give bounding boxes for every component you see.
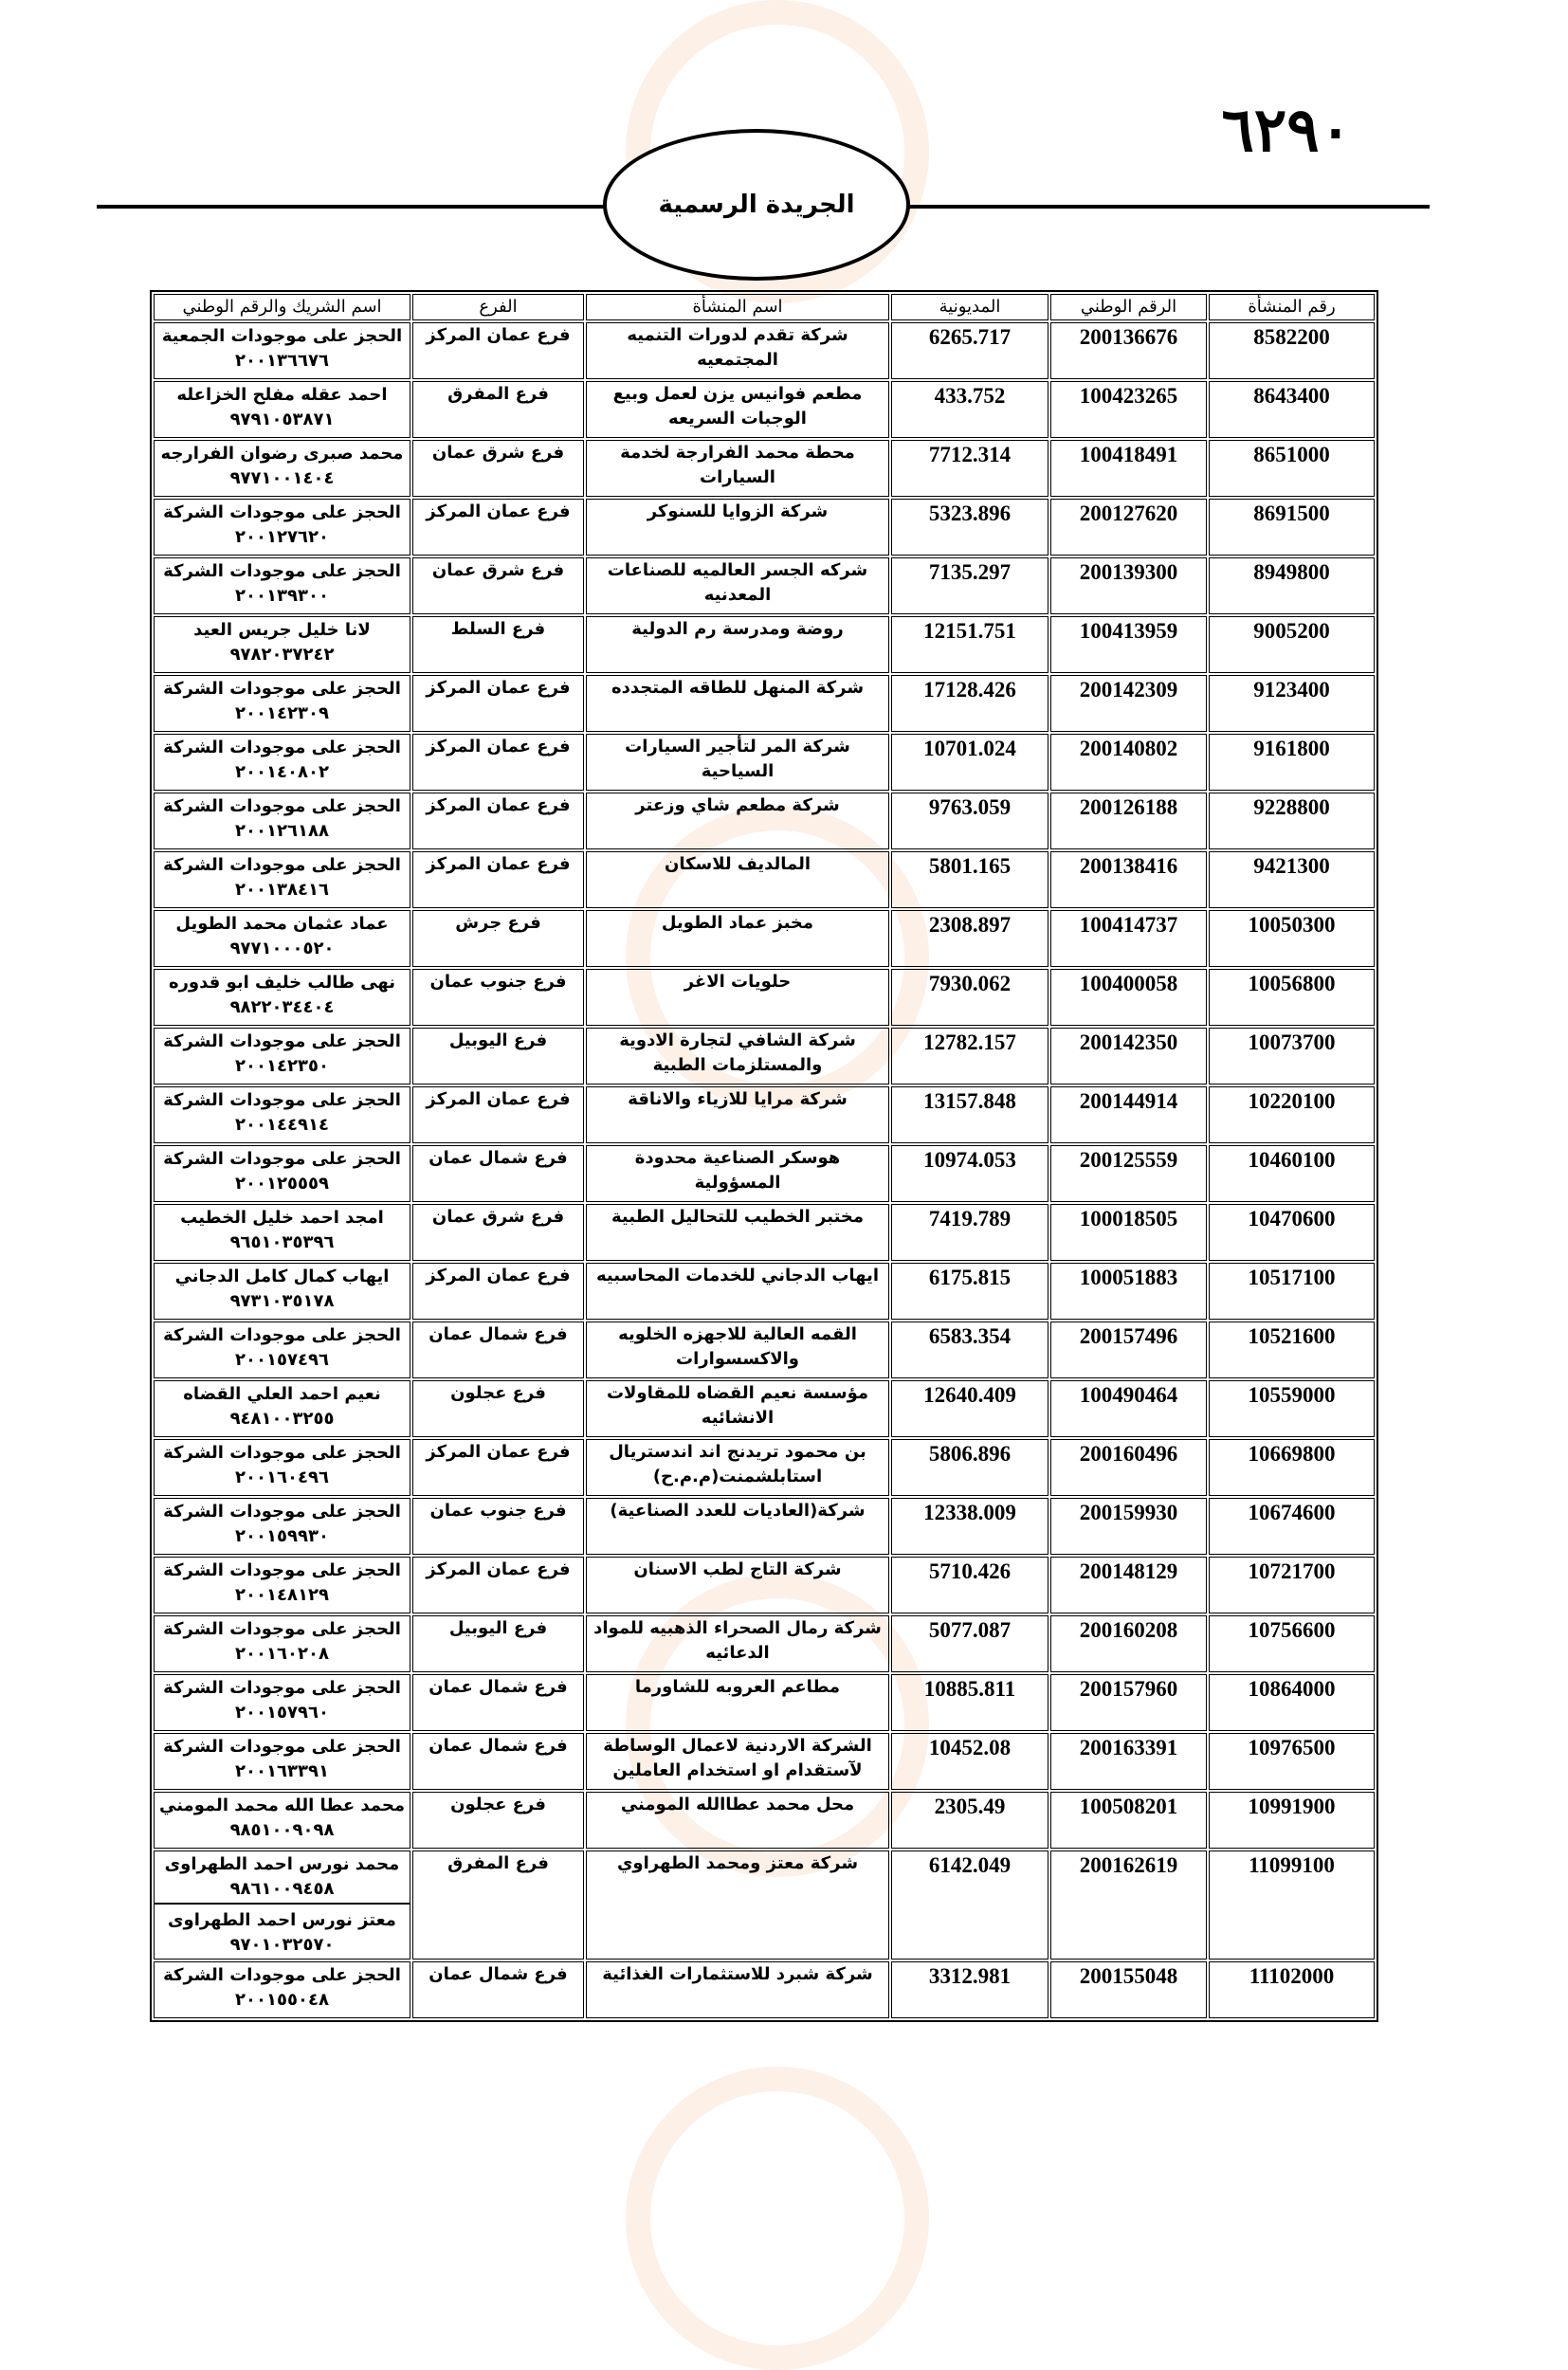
partner-national-number: ٢٠٠١٢٦١٨٨ bbox=[235, 821, 329, 841]
partner-cell bbox=[154, 1322, 410, 1378]
table-row bbox=[154, 675, 1375, 732]
debt-cell: 12640.409 bbox=[891, 1380, 1048, 1437]
facility-name-cell: شركة المر لتأجير السيارات السياحية bbox=[586, 734, 889, 791]
facility-name-cell: المالديف للاسكان bbox=[586, 851, 889, 908]
partner-name: معتز نورس احمد الطهراوى bbox=[168, 1910, 396, 1930]
partner-entry bbox=[158, 1381, 406, 1432]
partner-national-number: ٢٠٠١٣٨٤١٦ bbox=[235, 880, 329, 900]
partner-name: الحجز على موجودات الشركة bbox=[163, 855, 401, 875]
partner-name: الحجز على موجودات الجمعية bbox=[161, 326, 403, 346]
gazette-title: الجريدة الرسمية bbox=[658, 191, 855, 219]
table-row bbox=[154, 1498, 1375, 1555]
partner-entry bbox=[158, 1734, 406, 1785]
facility-number-cell: 8643400 bbox=[1209, 381, 1375, 438]
partner-national-number: ٢٠٠١٦٠٢٠٨ bbox=[235, 1644, 329, 1664]
debt-cell: 2305.49 bbox=[891, 1792, 1048, 1849]
facility-number-cell: 8651000 bbox=[1209, 440, 1375, 497]
partner-name: محمد صبرى رضوان الفرارجه bbox=[160, 444, 404, 464]
table-row bbox=[154, 734, 1375, 791]
debt-cell: 5323.896 bbox=[891, 499, 1048, 556]
debt-cell: 10974.053 bbox=[891, 1145, 1048, 1202]
branch-cell: فرع عمان المركز bbox=[412, 1263, 584, 1320]
partner-cell bbox=[154, 1792, 410, 1849]
debt-cell: 2308.897 bbox=[891, 910, 1048, 967]
partner-name: الحجز على موجودات الشركة bbox=[163, 738, 401, 757]
page-number: ٦٢٩٠ bbox=[1221, 95, 1352, 166]
facility-name-cell: شركة التاج لطب الاسنان bbox=[586, 1557, 889, 1613]
partner-name: الحجز على موجودات الشركة bbox=[163, 1090, 401, 1110]
partner-entry bbox=[158, 617, 406, 668]
partner-cell bbox=[154, 793, 410, 849]
partner-name: الحجز على موجودات الشركة bbox=[163, 1502, 401, 1522]
partner-national-number: ٢٠٠١٤٨١٢٩ bbox=[235, 1585, 329, 1605]
partner-cell bbox=[154, 1145, 410, 1202]
partner-national-number: ٢٠٠١٤٠٨٠٢ bbox=[235, 762, 329, 782]
national-number-cell: 100423265 bbox=[1050, 381, 1207, 438]
partner-name: الحجز على موجودات الشركة bbox=[163, 1325, 401, 1345]
col-header-partner: اسم الشريك والرقم الوطني bbox=[154, 294, 410, 320]
table-row bbox=[154, 1145, 1375, 1202]
debt-cell: 12151.751 bbox=[891, 616, 1048, 673]
branch-cell: فرع شرق عمان bbox=[412, 1204, 584, 1261]
facility-number-cell: 10756600 bbox=[1209, 1615, 1375, 1672]
partner-name: امجد احمد خليل الخطيب bbox=[180, 1208, 384, 1228]
facility-number-cell: 10521600 bbox=[1209, 1322, 1375, 1378]
partner-entry bbox=[158, 1440, 406, 1491]
facility-number-cell: 8949800 bbox=[1209, 557, 1375, 614]
partner-national-number: ٩٧٠١٠٣٢٥٧٠ bbox=[229, 1935, 335, 1955]
partner-cell bbox=[154, 1204, 410, 1261]
partner-entry bbox=[158, 441, 406, 492]
facility-name-cell: شركة(العاديات للعدد الصناعية) bbox=[586, 1498, 889, 1555]
facility-name-cell: شركة المنهل للطاقه المتجدده bbox=[586, 675, 889, 732]
table-row bbox=[154, 793, 1375, 849]
debt-cell: 6142.049 bbox=[891, 1850, 1048, 1960]
national-number-cell: 200139300 bbox=[1050, 557, 1207, 614]
branch-cell: فرع عجلون bbox=[412, 1380, 584, 1437]
partner-entry bbox=[158, 500, 406, 551]
partner-cell bbox=[154, 557, 410, 614]
facility-name-cell: شركة تقدم لدورات التنميه المجتمعيه bbox=[586, 322, 889, 379]
facility-number-cell: 10050300 bbox=[1209, 910, 1375, 967]
debt-cell: 433.752 bbox=[891, 381, 1048, 438]
partner-national-number: ٢٠٠١٥٧٤٩٦ bbox=[235, 1350, 329, 1370]
national-number-cell: 200144914 bbox=[1050, 1086, 1207, 1143]
partner-name: الحجز على موجودات الشركة bbox=[163, 1619, 401, 1639]
partner-entry bbox=[158, 911, 406, 962]
partner-entry bbox=[158, 1499, 406, 1550]
facility-number-cell: 10976500 bbox=[1209, 1733, 1375, 1790]
facility-name-cell: شركة مرايا للازياء والاناقة bbox=[586, 1086, 889, 1143]
facility-name-cell: مؤسسة نعيم القضاه للمقاولات الانشائيه bbox=[586, 1380, 889, 1437]
table-row bbox=[154, 1263, 1375, 1320]
branch-cell: فرع جنوب عمان bbox=[412, 969, 584, 1026]
facility-name-cell: محطة محمد الفرارجة لخدمة السيارات bbox=[586, 440, 889, 497]
partner-name: الحجز على موجودات الشركة bbox=[163, 502, 401, 522]
partner-cell bbox=[154, 499, 410, 556]
facility-name-cell: شركة شبرد للاستثمارات الغذائية bbox=[586, 1961, 889, 2018]
debt-cell: 17128.426 bbox=[891, 675, 1048, 732]
partner-cell bbox=[154, 734, 410, 791]
national-number-cell: 200136676 bbox=[1050, 322, 1207, 379]
branch-cell: فرع عمان المركز bbox=[412, 322, 584, 379]
facility-number-cell: 9005200 bbox=[1209, 616, 1375, 673]
national-number-cell: 200157960 bbox=[1050, 1674, 1207, 1731]
debt-cell: 7419.789 bbox=[891, 1204, 1048, 1261]
partner-cell bbox=[154, 969, 410, 1026]
debt-cell: 5801.165 bbox=[891, 851, 1048, 908]
facility-name-cell: شركه الجسر العالميه للصناعات المعدنيه bbox=[586, 557, 889, 614]
table-row bbox=[154, 1674, 1375, 1731]
table-row bbox=[154, 557, 1375, 614]
partner-national-number: ٢٠٠١٤٢٣٥٠ bbox=[235, 1056, 329, 1076]
partner-entry bbox=[158, 1029, 406, 1080]
partner-cell bbox=[154, 910, 410, 967]
facility-number-cell: 10470600 bbox=[1209, 1204, 1375, 1261]
branch-cell: فرع عمان المركز bbox=[412, 1557, 584, 1613]
branch-cell: فرع شمال عمان bbox=[412, 1674, 584, 1731]
partner-name: الحجز على موجودات الشركة bbox=[163, 1560, 401, 1580]
table-row bbox=[154, 1204, 1375, 1261]
facility-number-cell: 10056800 bbox=[1209, 969, 1375, 1026]
facility-number-cell: 10517100 bbox=[1209, 1263, 1375, 1320]
partner-name: الحجز على موجودات الشركة bbox=[163, 679, 401, 699]
partner-cell bbox=[154, 1086, 410, 1143]
partner-cell bbox=[154, 1439, 410, 1496]
table-row bbox=[154, 1439, 1375, 1496]
facility-name-cell: هوسكر الصناعية محدودة المسؤولية bbox=[586, 1145, 889, 1202]
partner-national-number: ٢٠٠١٥٩٩٣٠ bbox=[235, 1526, 329, 1546]
facility-number-cell: 10991900 bbox=[1209, 1792, 1375, 1849]
branch-cell: فرع شمال عمان bbox=[412, 1322, 584, 1378]
partner-national-number: ٩٧٨٢٠٣٧٢٤٢ bbox=[229, 645, 335, 665]
partner-entry bbox=[155, 1903, 410, 1959]
facility-name-cell: ايهاب الدجاني للخدمات المحاسبيه bbox=[586, 1263, 889, 1320]
facility-name-cell: مطاعم العروبه للشاورما bbox=[586, 1674, 889, 1731]
table-row bbox=[154, 1028, 1375, 1085]
debt-cell: 12338.009 bbox=[891, 1498, 1048, 1555]
facility-number-cell: 8691500 bbox=[1209, 499, 1375, 556]
partner-entry bbox=[158, 793, 406, 845]
partner-national-number: ٢٠٠١٣٩٣٠٠ bbox=[235, 586, 329, 606]
branch-cell: فرع المفرق bbox=[412, 381, 584, 438]
facility-number-cell: 11102000 bbox=[1209, 1961, 1375, 2018]
partner-entry bbox=[158, 323, 406, 374]
debt-cell: 10701.024 bbox=[891, 734, 1048, 791]
partner-national-number: ٩٧٧١٠٠٠٥٢٠ bbox=[229, 939, 335, 958]
partner-name: الحجز على موجودات الشركة bbox=[163, 796, 401, 816]
col-header-debt: المديونية bbox=[891, 294, 1048, 320]
branch-cell: فرع عمان المركز bbox=[412, 734, 584, 791]
facility-number-cell: 10669800 bbox=[1209, 1439, 1375, 1496]
partner-entry bbox=[158, 1851, 406, 1903]
partner-national-number: ٩٨٥١٠٠٩٠٩٨ bbox=[229, 1820, 335, 1840]
partner-national-number: ٩٧٣١٠٣٥١٧٨ bbox=[229, 1291, 335, 1311]
col-header-facility-number: رقم المنشأة bbox=[1209, 294, 1375, 320]
national-number-cell: 200157496 bbox=[1050, 1322, 1207, 1378]
partner-national-number: ٢٠٠١٥٧٩٦٠ bbox=[235, 1703, 329, 1723]
table-row bbox=[154, 910, 1375, 967]
partner-name: الحجز على موجودات الشركة bbox=[163, 1443, 401, 1463]
partner-cell bbox=[154, 1674, 410, 1731]
partner-cell bbox=[154, 440, 410, 497]
partner-cell bbox=[154, 1028, 410, 1085]
col-header-branch: الفرع bbox=[412, 294, 584, 320]
partner-entry bbox=[158, 1675, 406, 1726]
debt-cell: 7135.297 bbox=[891, 557, 1048, 614]
national-number-cell: 200155048 bbox=[1050, 1961, 1207, 2018]
partner-entry bbox=[158, 970, 406, 1021]
partner-entry bbox=[158, 1962, 406, 2014]
partner-national-number: ٩٧٩١٠٥٣٨٧١ bbox=[229, 410, 335, 429]
branch-cell: فرع عمان المركز bbox=[412, 499, 584, 556]
partner-entry bbox=[158, 1558, 406, 1609]
national-number-cell: 200125559 bbox=[1050, 1145, 1207, 1202]
facility-number-cell: 10220100 bbox=[1209, 1086, 1375, 1143]
gazette-title-oval bbox=[603, 129, 910, 281]
debt-cell: 9763.059 bbox=[891, 793, 1048, 849]
facility-name-cell: مخبز عماد الطويل bbox=[586, 910, 889, 967]
partner-entry bbox=[158, 735, 406, 786]
facility-name-cell: روضة ومدرسة رم الدولية bbox=[586, 616, 889, 673]
facility-number-cell: 8582200 bbox=[1209, 322, 1375, 379]
branch-cell: فرع السلط bbox=[412, 616, 584, 673]
branch-cell: فرع جنوب عمان bbox=[412, 1498, 584, 1555]
facility-name-cell: شركة معتز ومحمد الطهراوي bbox=[586, 1850, 889, 1960]
debt-cell: 5806.896 bbox=[891, 1439, 1048, 1496]
partner-name: محمد عطا الله محمد المومني bbox=[159, 1796, 405, 1815]
national-number-cell: 100400058 bbox=[1050, 969, 1207, 1026]
national-number-cell: 100490464 bbox=[1050, 1380, 1207, 1437]
partner-name: عماد عثمان محمد الطويل bbox=[175, 914, 389, 934]
table-row bbox=[154, 969, 1375, 1026]
debt-cell: 6583.354 bbox=[891, 1322, 1048, 1378]
table-header-row bbox=[154, 294, 1375, 320]
national-number-cell: 200142350 bbox=[1050, 1028, 1207, 1085]
branch-cell: فرع عجلون bbox=[412, 1792, 584, 1849]
debtors-table bbox=[150, 290, 1378, 2022]
table-row bbox=[154, 1322, 1375, 1378]
partner-cell bbox=[154, 1961, 410, 2018]
debt-cell: 10885.811 bbox=[891, 1674, 1048, 1731]
national-number-cell: 100051883 bbox=[1050, 1263, 1207, 1320]
partner-cell bbox=[154, 1733, 410, 1790]
table-row bbox=[154, 616, 1375, 673]
facility-number-cell: 9123400 bbox=[1209, 675, 1375, 732]
partner-national-number: ٢٠٠١٤٤٩١٤ bbox=[235, 1115, 329, 1135]
facility-name-cell: الشركة الاردنية لاعمال الوساطة لآستقدام او استخدام العاملين bbox=[586, 1733, 889, 1790]
partner-entry bbox=[158, 1264, 406, 1315]
partner-entry bbox=[158, 852, 406, 903]
national-number-cell: 100418491 bbox=[1050, 440, 1207, 497]
facility-number-cell: 9421300 bbox=[1209, 851, 1375, 908]
partner-name: الحجز على موجودات الشركة bbox=[163, 1678, 401, 1698]
facility-number-cell: 11099100 bbox=[1209, 1850, 1375, 1960]
facility-number-cell: 10460100 bbox=[1209, 1145, 1375, 1202]
partner-cell bbox=[154, 381, 410, 438]
table-row bbox=[154, 1961, 1375, 2018]
facility-number-cell: 10073700 bbox=[1209, 1028, 1375, 1085]
partner-entry bbox=[158, 1087, 406, 1139]
table-row bbox=[154, 1733, 1375, 1790]
col-header-facility-name: اسم المنشأة bbox=[586, 294, 889, 320]
table-row bbox=[154, 322, 1375, 379]
branch-cell: فرع شرق عمان bbox=[412, 440, 584, 497]
partner-name: الحجز على موجودات الشركة bbox=[163, 1965, 401, 1985]
partner-cell bbox=[154, 1615, 410, 1672]
national-number-cell: 200148129 bbox=[1050, 1557, 1207, 1613]
debt-cell: 7712.314 bbox=[891, 440, 1048, 497]
partner-entry bbox=[158, 1322, 406, 1374]
partner-cell bbox=[154, 1557, 410, 1613]
facility-number-cell: 10864000 bbox=[1209, 1674, 1375, 1731]
branch-cell: فرع عمان المركز bbox=[412, 1439, 584, 1496]
table-row bbox=[154, 1086, 1375, 1143]
facility-number-cell: 10721700 bbox=[1209, 1557, 1375, 1613]
national-number-cell: 200140802 bbox=[1050, 734, 1207, 791]
debt-cell: 6175.815 bbox=[891, 1263, 1048, 1320]
facility-name-cell: شركة الشافي لتجارة الادوية والمستلزمات الطبية bbox=[586, 1028, 889, 1085]
partner-name: محمد نورس احمد الطهراوى bbox=[164, 1854, 400, 1874]
partner-national-number: ٢٠٠١٢٥٥٥٩ bbox=[235, 1174, 329, 1194]
partner-cell bbox=[154, 1263, 410, 1320]
branch-cell: فرع المفرق bbox=[412, 1850, 584, 1960]
partner-cell bbox=[154, 851, 410, 908]
facility-number-cell: 10674600 bbox=[1209, 1498, 1375, 1555]
table-row bbox=[154, 1615, 1375, 1672]
partner-national-number: ٢٠٠١٤٢٣٠٩ bbox=[235, 703, 329, 723]
debt-cell: 10452.08 bbox=[891, 1733, 1048, 1790]
partner-entry bbox=[158, 382, 406, 433]
facility-number-cell: 9228800 bbox=[1209, 793, 1375, 849]
branch-cell: فرع شرق عمان bbox=[412, 557, 584, 614]
partner-national-number: ٢٠٠١٦٣٣٩١ bbox=[235, 1761, 329, 1781]
national-number-cell: 200162619 bbox=[1050, 1850, 1207, 1960]
partner-name: الحجز على موجودات الشركة bbox=[163, 1031, 401, 1051]
partner-national-number: ٩٦٥١٠٣٥٣٩٦ bbox=[229, 1232, 335, 1252]
debt-cell: 5077.087 bbox=[891, 1615, 1048, 1672]
table-row bbox=[154, 1557, 1375, 1613]
national-number-cell: 200160496 bbox=[1050, 1439, 1207, 1496]
table-row bbox=[154, 1850, 1375, 1960]
debt-cell: 13157.848 bbox=[891, 1086, 1048, 1143]
table-row bbox=[154, 851, 1375, 908]
table-row bbox=[154, 499, 1375, 556]
branch-cell: فرع اليوبيل bbox=[412, 1028, 584, 1085]
debt-cell: 7930.062 bbox=[891, 969, 1048, 1026]
partner-cell bbox=[154, 675, 410, 732]
partner-entry bbox=[158, 1146, 406, 1197]
facility-name-cell: القمه العالية للاجهزه الخلويه والاكسسوارات bbox=[586, 1322, 889, 1378]
debt-cell: 5710.426 bbox=[891, 1557, 1048, 1613]
partner-national-number: ٩٤٨١٠٠٣٢٥٥ bbox=[229, 1409, 335, 1429]
debt-cell: 6265.717 bbox=[891, 322, 1048, 379]
branch-cell: فرع عمان المركز bbox=[412, 675, 584, 732]
partner-name: احمد عقله مفلح الخزاعله bbox=[176, 385, 388, 405]
partner-name: الحجز على موجودات الشركة bbox=[163, 561, 401, 581]
facility-name-cell: بن محمود تريدنج اند اندستريال استابلشمنت(م.م.ح) bbox=[586, 1439, 889, 1496]
partner-name: الحجز على موجودات الشركة bbox=[163, 1737, 401, 1757]
branch-cell: فرع جرش bbox=[412, 910, 584, 967]
branch-cell: فرع اليوبيل bbox=[412, 1615, 584, 1672]
partner-entry bbox=[158, 1793, 406, 1844]
facility-name-cell: حلويات الاغر bbox=[586, 969, 889, 1026]
partner-name: لانا خليل جريس العيد bbox=[193, 620, 371, 640]
national-number-cell: 100508201 bbox=[1050, 1792, 1207, 1849]
national-number-cell: 200160208 bbox=[1050, 1615, 1207, 1672]
national-number-cell: 100414737 bbox=[1050, 910, 1207, 967]
table-row bbox=[154, 1380, 1375, 1437]
table-row bbox=[154, 1792, 1375, 1849]
partner-entry bbox=[158, 1205, 406, 1256]
facility-name-cell: شركة رمال الصحراء الذهبيه للمواد الدعائيه bbox=[586, 1615, 889, 1672]
branch-cell: فرع شمال عمان bbox=[412, 1145, 584, 1202]
partner-national-number: ٢٠٠١٥٥٠٤٨ bbox=[235, 1990, 329, 2010]
national-number-cell: 200138416 bbox=[1050, 851, 1207, 908]
branch-cell: فرع عمان المركز bbox=[412, 793, 584, 849]
national-number-cell: 100018505 bbox=[1050, 1204, 1207, 1261]
partner-national-number: ٢٠٠١٣٦٦٧٦ bbox=[235, 351, 329, 371]
facility-number-cell: 9161800 bbox=[1209, 734, 1375, 791]
table-row bbox=[154, 381, 1375, 438]
branch-cell: فرع عمان المركز bbox=[412, 851, 584, 908]
partner-name: نعيم احمد العلي القضاه bbox=[183, 1384, 381, 1404]
branch-cell: فرع شمال عمان bbox=[412, 1961, 584, 2018]
national-number-cell: 200127620 bbox=[1050, 499, 1207, 556]
watermark-clock-logo bbox=[626, 2067, 929, 2370]
partner-national-number: ٩٧٧١٠٠١٤٠٤ bbox=[229, 468, 335, 488]
partner-national-number: ٢٠٠١٦٠٤٩٦ bbox=[235, 1468, 329, 1487]
partner-entry bbox=[158, 558, 406, 610]
partner-name: نهى طالب خليف ابو قدوره bbox=[168, 973, 396, 993]
col-header-national-number: الرقم الوطني bbox=[1050, 294, 1207, 320]
partner-national-number: ٢٠٠١٢٧٦٢٠ bbox=[235, 527, 329, 547]
branch-cell: فرع شمال عمان bbox=[412, 1733, 584, 1790]
partner-cell bbox=[154, 616, 410, 673]
facility-name-cell: مختبر الخطيب للتحاليل الطبية bbox=[586, 1204, 889, 1261]
national-number-cell: 100413959 bbox=[1050, 616, 1207, 673]
partner-name: الحجز على موجودات الشركة bbox=[163, 1149, 401, 1169]
debt-cell: 3312.981 bbox=[891, 1961, 1048, 2018]
partner-entry bbox=[158, 676, 406, 727]
national-number-cell: 200159930 bbox=[1050, 1498, 1207, 1555]
partner-name: ايهاب كمال كامل الدجاني bbox=[174, 1267, 390, 1286]
facility-name-cell: محل محمد عطاالله المومني bbox=[586, 1792, 889, 1849]
branch-cell: فرع عمان المركز bbox=[412, 1086, 584, 1143]
partner-entry bbox=[158, 1616, 406, 1668]
debt-cell: 12782.157 bbox=[891, 1028, 1048, 1085]
partner-national-number: ٩٨٦١٠٠٩٤٥٨ bbox=[229, 1879, 335, 1899]
national-number-cell: 200142309 bbox=[1050, 675, 1207, 732]
partner-national-number: ٩٨٢٢٠٣٤٤٠٤ bbox=[229, 997, 335, 1017]
partner-cell bbox=[154, 322, 410, 379]
table-row bbox=[154, 440, 1375, 497]
partner-cell bbox=[154, 1850, 410, 1960]
facility-name-cell: شركة مطعم شاي وزعتر bbox=[586, 793, 889, 849]
national-number-cell: 200126188 bbox=[1050, 793, 1207, 849]
partner-cell bbox=[154, 1498, 410, 1555]
facility-name-cell: شركة الزوايا للسنوكر bbox=[586, 499, 889, 556]
national-number-cell: 200163391 bbox=[1050, 1733, 1207, 1790]
facility-name-cell: مطعم فوانيس يزن لعمل وبيع الوجبات السريعه bbox=[586, 381, 889, 438]
partner-cell bbox=[154, 1380, 410, 1437]
facility-number-cell: 10559000 bbox=[1209, 1380, 1375, 1437]
